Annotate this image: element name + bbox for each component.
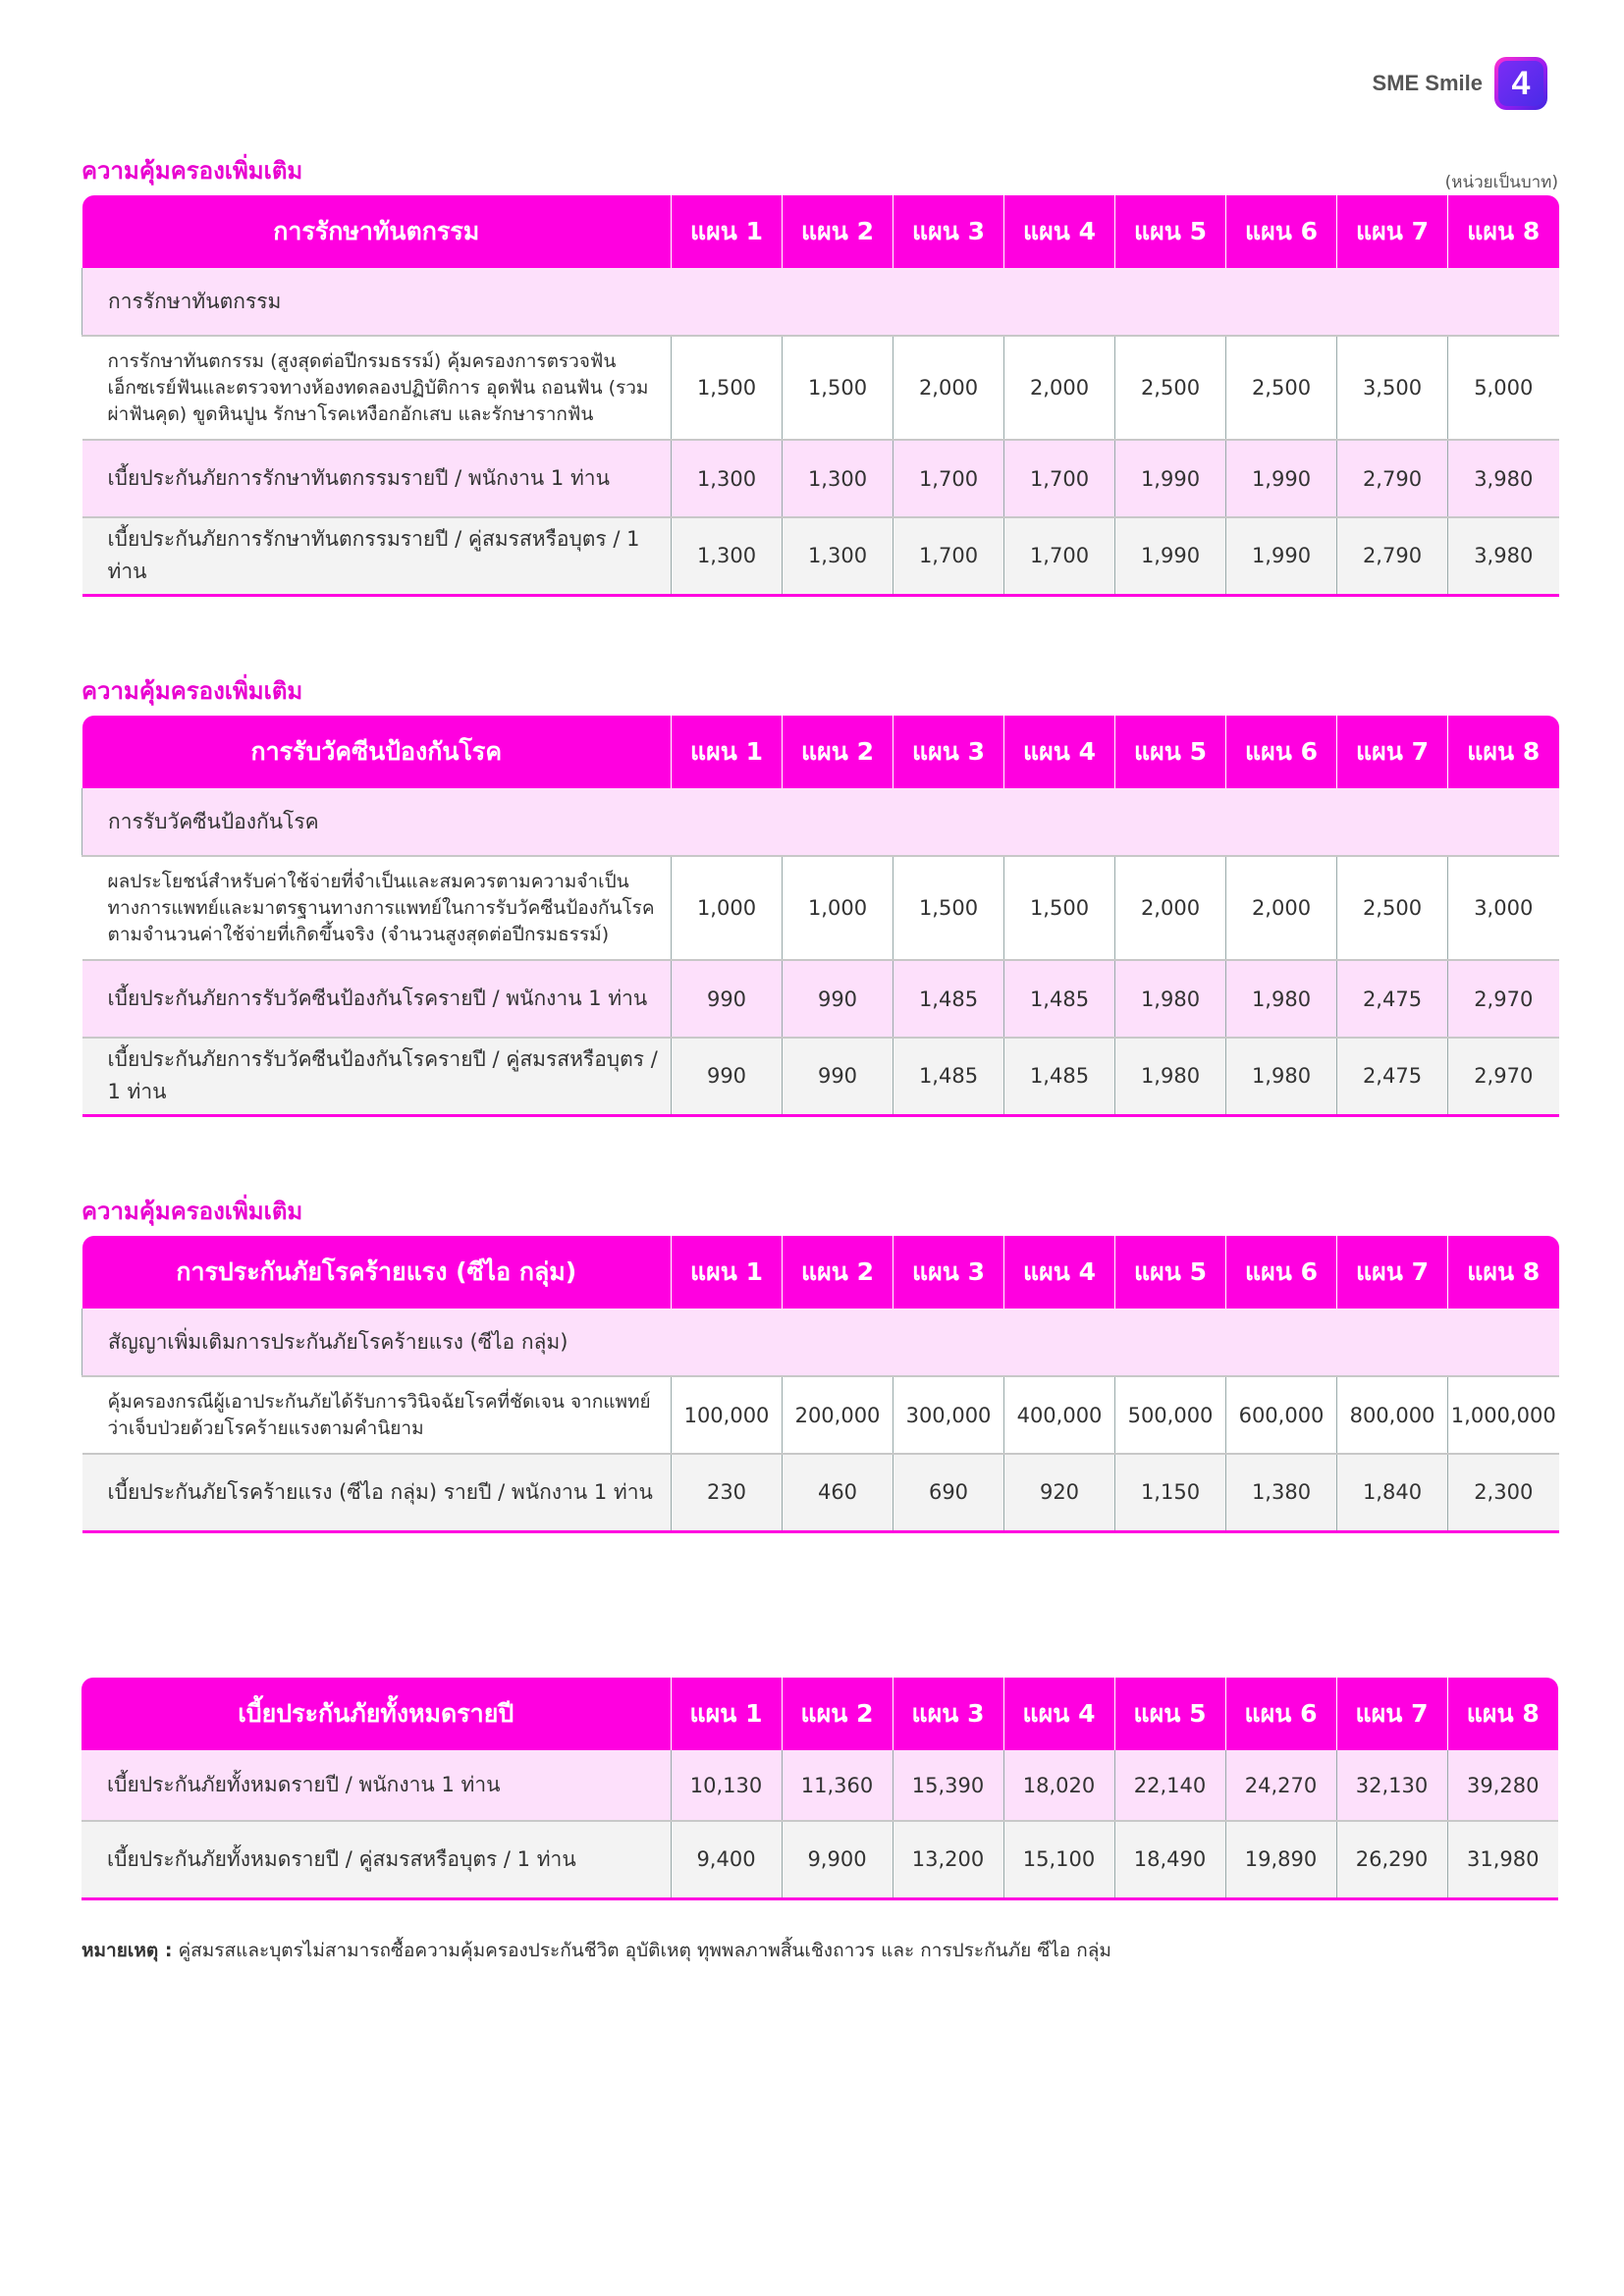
plan-header: แผน 1 [672, 716, 783, 788]
table-row [82, 1454, 1559, 1531]
row-label: การรักษาทันตกรรม (สูงสุดต่อปีกรมธรรม์) คุ้มครองการตรวจฟัน เอ็กซเรย์ฟันและตรวจทางห้องทดลองปฏิบัติการ อุดฟัน ถอนฟัน (รวมผ่าฟันคุด) ขูดหินปูน รักษาโรคเหงือกอักเสบ และรักษารากฟัน [82, 336, 672, 440]
table-header-title: การรับวัคซีนป้องกันโรค [82, 716, 672, 788]
plan-header: แผน 1 [672, 195, 783, 268]
cell-value: 690 [893, 1454, 1004, 1531]
cell-value: 1,980 [1226, 1038, 1337, 1115]
vaccine-table [81, 716, 1559, 1117]
cell-value: 1,300 [783, 440, 893, 517]
cell-value: 1,990 [1226, 517, 1337, 595]
plan-header: แผน 4 [1004, 716, 1115, 788]
plan-header: แผน 8 [1448, 195, 1559, 268]
cell-value: 2,475 [1337, 1038, 1448, 1115]
plan-header: แผน 8 [1448, 1236, 1559, 1308]
cell-value: 460 [783, 1454, 893, 1531]
plan-header: แผน 2 [783, 1236, 893, 1308]
cell-value: 1,485 [1004, 1038, 1115, 1115]
cell-value: 1,485 [1004, 960, 1115, 1038]
cell-value: 1,980 [1115, 960, 1226, 1038]
brand-name: SME Smile [1372, 71, 1483, 95]
cell-value: 1,500 [672, 336, 783, 440]
cell-value: 1,700 [893, 517, 1004, 595]
table-row [81, 1821, 1558, 1898]
plan-header: แผน 2 [782, 1678, 893, 1750]
plan-header: แผน 4 [1003, 1678, 1114, 1750]
plan-header: แผน 3 [893, 195, 1004, 268]
table-row [82, 960, 1559, 1038]
category-label: การรักษาทันตกรรม [82, 268, 1559, 336]
table-header [82, 1236, 1559, 1308]
brand [1373, 57, 1547, 110]
table-row [82, 336, 1559, 440]
table-header-title: การประกันภัยโรคร้ายแรง (ซีไอ กลุ่ม) [82, 1236, 672, 1308]
cell-value: 15,390 [893, 1750, 1003, 1821]
plan-header: แผน 7 [1337, 195, 1448, 268]
cell-value: 18,020 [1003, 1750, 1114, 1821]
cell-value: 1,500 [783, 336, 893, 440]
dental-section [81, 153, 1558, 597]
row-label: เบี้ยประกันภัยโรคร้ายแรง (ซีไอ กลุ่ม) รายปี / พนักงาน 1 ท่าน [82, 1454, 672, 1531]
plan-header: แผน 4 [1004, 1236, 1115, 1308]
cell-value: 1,300 [783, 517, 893, 595]
plan-header: แผน 7 [1337, 1236, 1448, 1308]
category-row [82, 788, 1559, 856]
cell-value: 10,130 [671, 1750, 782, 1821]
plan-header: แผน 2 [783, 195, 893, 268]
cell-value: 9,400 [671, 1821, 782, 1898]
cell-value: 19,890 [1225, 1821, 1336, 1898]
cell-value: 22,140 [1114, 1750, 1225, 1821]
row-label: เบี้ยประกันภัยการรับวัคซีนป้องกันโรครายปี / พนักงาน 1 ท่าน [82, 960, 672, 1038]
cell-value: 2,790 [1337, 517, 1448, 595]
cell-value: 11,360 [782, 1750, 893, 1821]
ci-table [81, 1236, 1559, 1533]
cell-value: 230 [672, 1454, 783, 1531]
plan-header: แผน 6 [1226, 195, 1337, 268]
cell-value: 18,490 [1114, 1821, 1225, 1898]
dental-table [81, 195, 1559, 597]
cell-value: 31,980 [1447, 1821, 1558, 1898]
cell-value: 2,790 [1337, 440, 1448, 517]
cell-value: 1,150 [1115, 1454, 1226, 1531]
table-row [82, 517, 1559, 595]
plan-header: แผน 1 [671, 1678, 782, 1750]
cell-value: 15,100 [1003, 1821, 1114, 1898]
row-label: เบี้ยประกันภัยการรักษาทันตกรรมรายปี / พนักงาน 1 ท่าน [82, 440, 672, 517]
cell-value: 1,485 [893, 960, 1004, 1038]
plan-header: แผน 8 [1447, 1678, 1558, 1750]
ci-section [81, 1194, 1558, 1533]
cell-value: 2,000 [893, 336, 1004, 440]
table-header-title: เบี้ยประกันภัยทั้งหมดรายปี [81, 1678, 671, 1750]
cell-value: 1,500 [1004, 856, 1115, 960]
page-number: 4 [1498, 61, 1543, 106]
section-label: ความคุ้มครองเพิ่มเติม [81, 677, 303, 705]
cell-value: 1,990 [1226, 440, 1337, 517]
vaccine-section [81, 673, 1558, 1117]
section-label: ความคุ้มครองเพิ่มเติม [81, 157, 303, 185]
cell-value: 1,990 [1115, 517, 1226, 595]
row-label: ผลประโยชน์สำหรับค่าใช้จ่ายที่จำเป็นและสมควรตามความจำเป็น ทางการแพทย์และมาตรฐานทางการแพทย์ในการรับวัคซีนป้องกันโรค ตามจำนวนค่าใช้จ่ายที่เกิดขึ้นจริง (จำนวนสูงสุดต่อปีกรมธรรม์) [82, 856, 672, 960]
category-label: การรับวัคซีนป้องกันโรค [82, 788, 1559, 856]
category-label: สัญญาเพิ่มเติมการประกันภัยโรคร้ายแรง (ซีไอ กลุ่ม) [82, 1308, 1559, 1376]
cell-value: 3,980 [1448, 440, 1559, 517]
cell-value: 1,500 [893, 856, 1004, 960]
cell-value: 1,485 [893, 1038, 1004, 1115]
cell-value: 1,000 [783, 856, 893, 960]
cell-value: 1,000,000 [1448, 1376, 1559, 1454]
cell-value: 920 [1004, 1454, 1115, 1531]
cell-value: 300,000 [893, 1376, 1004, 1454]
plan-header: แผน 6 [1226, 1236, 1337, 1308]
footnote [81, 1936, 1111, 1965]
cell-value: 32,130 [1336, 1750, 1447, 1821]
row-label: เบี้ยประกันภัยการรักษาทันตกรรมรายปี / คู่สมรสหรือบุตร / 1 ท่าน [82, 517, 672, 595]
cell-value: 9,900 [782, 1821, 893, 1898]
plan-header: แผน 7 [1337, 716, 1448, 788]
row-label: คุ้มครองกรณีผู้เอาประกันภัยได้รับการวินิจฉัยโรคที่ชัดเจน จากแพทย์ว่าเจ็บป่วยด้วยโรคร้ายแรงตามคำนิยาม [82, 1376, 672, 1454]
plan-header: แผน 3 [893, 1678, 1003, 1750]
cell-value: 600,000 [1226, 1376, 1337, 1454]
cell-value: 2,000 [1115, 856, 1226, 960]
cell-value: 1,700 [1004, 440, 1115, 517]
plan-header: แผน 6 [1225, 1678, 1336, 1750]
table-header [82, 195, 1559, 268]
cell-value: 990 [783, 960, 893, 1038]
cell-value: 1,700 [1004, 517, 1115, 595]
cell-value: 5,000 [1448, 336, 1559, 440]
plan-header: แผน 4 [1004, 195, 1115, 268]
plan-header: แผน 7 [1336, 1678, 1447, 1750]
table-header-title: การรักษาทันตกรรม [82, 195, 672, 268]
cell-value: 1,380 [1226, 1454, 1337, 1531]
table-row [82, 440, 1559, 517]
table-row [82, 856, 1559, 960]
cell-value: 800,000 [1337, 1376, 1448, 1454]
cell-value: 990 [783, 1038, 893, 1115]
row-label: เบี้ยประกันภัยทั้งหมดรายปี / คู่สมรสหรือบุตร / 1 ท่าน [81, 1821, 671, 1898]
cell-value: 990 [672, 1038, 783, 1115]
cell-value: 2,475 [1337, 960, 1448, 1038]
total-table [81, 1678, 1558, 1900]
cell-value: 990 [672, 960, 783, 1038]
cell-value: 3,000 [1448, 856, 1559, 960]
cell-value: 1,000 [672, 856, 783, 960]
plan-header: แผน 5 [1115, 1236, 1226, 1308]
table-row [81, 1750, 1558, 1821]
section-label: ความคุ้มครองเพิ่มเติม [81, 1198, 303, 1225]
plan-header: แผน 5 [1114, 1678, 1225, 1750]
page-number-badge [1494, 57, 1547, 110]
cell-value: 1,980 [1226, 960, 1337, 1038]
row-label: เบี้ยประกันภัยทั้งหมดรายปี / พนักงาน 1 ท่าน [81, 1750, 671, 1821]
cell-value: 2,500 [1337, 856, 1448, 960]
table-row [82, 1376, 1559, 1454]
cell-value: 500,000 [1115, 1376, 1226, 1454]
cell-value: 400,000 [1004, 1376, 1115, 1454]
plan-header: แผน 5 [1115, 195, 1226, 268]
cell-value: 2,300 [1448, 1454, 1559, 1531]
cell-value: 100,000 [672, 1376, 783, 1454]
cell-value: 26,290 [1336, 1821, 1447, 1898]
cell-value: 2,500 [1226, 336, 1337, 440]
cell-value: 24,270 [1225, 1750, 1336, 1821]
cell-value: 1,980 [1115, 1038, 1226, 1115]
table-header [81, 1678, 1558, 1750]
plan-header: แผน 6 [1226, 716, 1337, 788]
category-row [82, 1308, 1559, 1376]
cell-value: 3,980 [1448, 517, 1559, 595]
plan-header: แผน 8 [1448, 716, 1559, 788]
row-label: เบี้ยประกันภัยการรับวัคซีนป้องกันโรครายปี / คู่สมรสหรือบุตร / 1 ท่าน [82, 1038, 672, 1115]
cell-value: 2,970 [1448, 1038, 1559, 1115]
cell-value: 1,700 [893, 440, 1004, 517]
table-header [82, 716, 1559, 788]
cell-value: 2,970 [1448, 960, 1559, 1038]
cell-value: 1,300 [672, 440, 783, 517]
cell-value: 2,000 [1226, 856, 1337, 960]
unit-label: (หน่วยเป็นบาท) [1444, 173, 1558, 192]
plan-header: แผน 1 [672, 1236, 783, 1308]
cell-value: 3,500 [1337, 336, 1448, 440]
cell-value: 1,840 [1337, 1454, 1448, 1531]
cell-value: 1,990 [1115, 440, 1226, 517]
cell-value: 2,000 [1004, 336, 1115, 440]
plan-header: แผน 3 [893, 1236, 1004, 1308]
cell-value: 13,200 [893, 1821, 1003, 1898]
cell-value: 2,500 [1115, 336, 1226, 440]
cell-value: 1,300 [672, 517, 783, 595]
cell-value: 200,000 [783, 1376, 893, 1454]
footnote-prefix: หมายเหตุ : [81, 1940, 173, 1961]
plan-header: แผน 3 [893, 716, 1004, 788]
table-row [82, 1038, 1559, 1115]
total-section [81, 1678, 1558, 1900]
category-row [82, 268, 1559, 336]
plan-header: แผน 2 [783, 716, 893, 788]
footnote-text: คู่สมรสและบุตรไม่สามารถซื้อความคุ้มครองประกันชีวิต อุบัติเหตุ ทุพพลภาพสิ้นเชิงถาวร และ การประกันภัย ซีไอ กลุ่ม [178, 1940, 1111, 1961]
cell-value: 39,280 [1447, 1750, 1558, 1821]
plan-header: แผน 5 [1115, 716, 1226, 788]
